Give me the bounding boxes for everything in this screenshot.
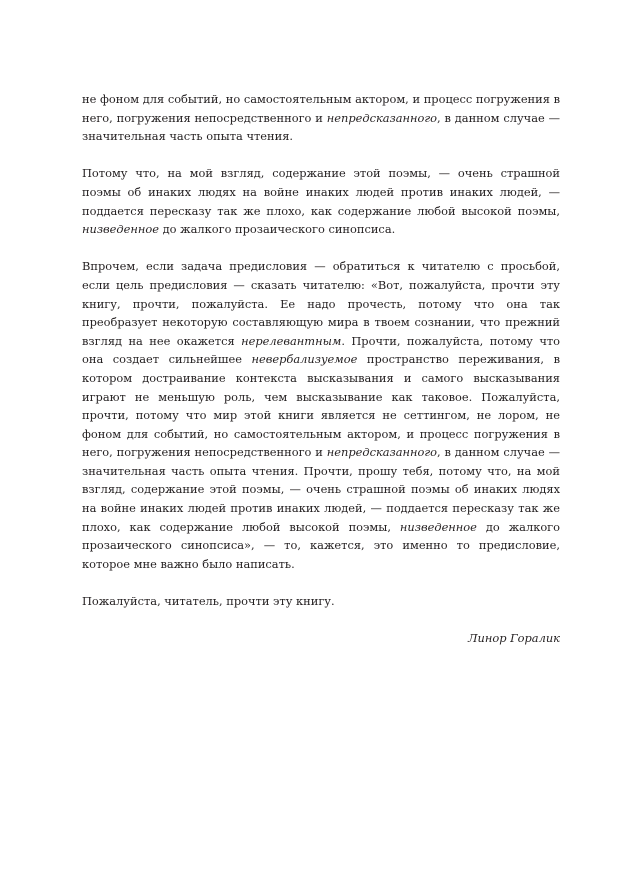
text-run: до жалкого прозаического синопсиса. xyxy=(159,222,396,237)
text-run: . Прочти, пожалуйста, потому что она создает сильнейшее xyxy=(82,333,561,367)
paragraph-2 xyxy=(82,164,560,238)
paragraph-3 xyxy=(82,257,560,573)
italic-term: низведенное xyxy=(82,222,159,237)
italic-term: невербализуемое xyxy=(251,352,358,367)
body-text xyxy=(82,90,560,648)
text-run: , в данном случае — значительная часть опыта чтения. Прочти, прошу тебя, потому что, на мой взгляд, содержание этой поэмы, — очень страшной поэмы об инаких людях на войне инаких людей против инаких людей, — поддается пересказу так же плохо, как содержание любой высокой поэмы, xyxy=(82,445,560,534)
text-run: до жалкого прозаического синопсиса», — то, кажется, это именно то предисловие, которое мне важно было написать. xyxy=(82,519,560,571)
text-run: пространство переживания, в котором достраивание контекста высказывания и самого высказывания играют не меньшую роль, чем высказывание как таковое. Пожалуйста, прочти, потому что мир этой книги является не сеттингом, не лором, не фоном для событий, но самостоятельным актором, и процесс погружения в него, погружения непосредственного и xyxy=(82,352,560,460)
italic-term: непредсказанного xyxy=(326,445,438,460)
text-run: не фоном для событий, но самостоятельным актором, и процесс погружения в него, погружения непосредственного и xyxy=(82,92,560,125)
italic-term: непредсказанного xyxy=(326,110,438,125)
text-run: Потому что, на мой взгляд, содержание этой поэмы, — очень страшной поэмы об инаких людях на войне инаких людей против инаких людей, — поддается пересказу так же плохо, как содержание любой высокой поэмы, xyxy=(82,166,560,218)
paragraph-4 xyxy=(82,592,560,611)
paragraph-1 xyxy=(82,90,560,146)
author-signature: Линор Горалик xyxy=(468,631,560,646)
text-run: Пожалуйста, читатель, прочти эту книгу. xyxy=(82,594,335,609)
italic-term: нерелевантным xyxy=(241,333,342,348)
italic-term: низведенное xyxy=(399,519,477,534)
text-run: , в данном случае — значительная часть опыта чтения. xyxy=(82,110,560,144)
text-run: Впрочем, если задача предисловия — обратиться к читателю с просьбой, если цель предисловия — сказать читателю: «Вот, пожалуйста, прочти эту книгу, прочти, пожалуйста. Ее надо прочесть, потому что она так преобразует некоторую составляющую мира в твоем сознании, что прежний взгляд на нее окажется xyxy=(82,259,560,348)
